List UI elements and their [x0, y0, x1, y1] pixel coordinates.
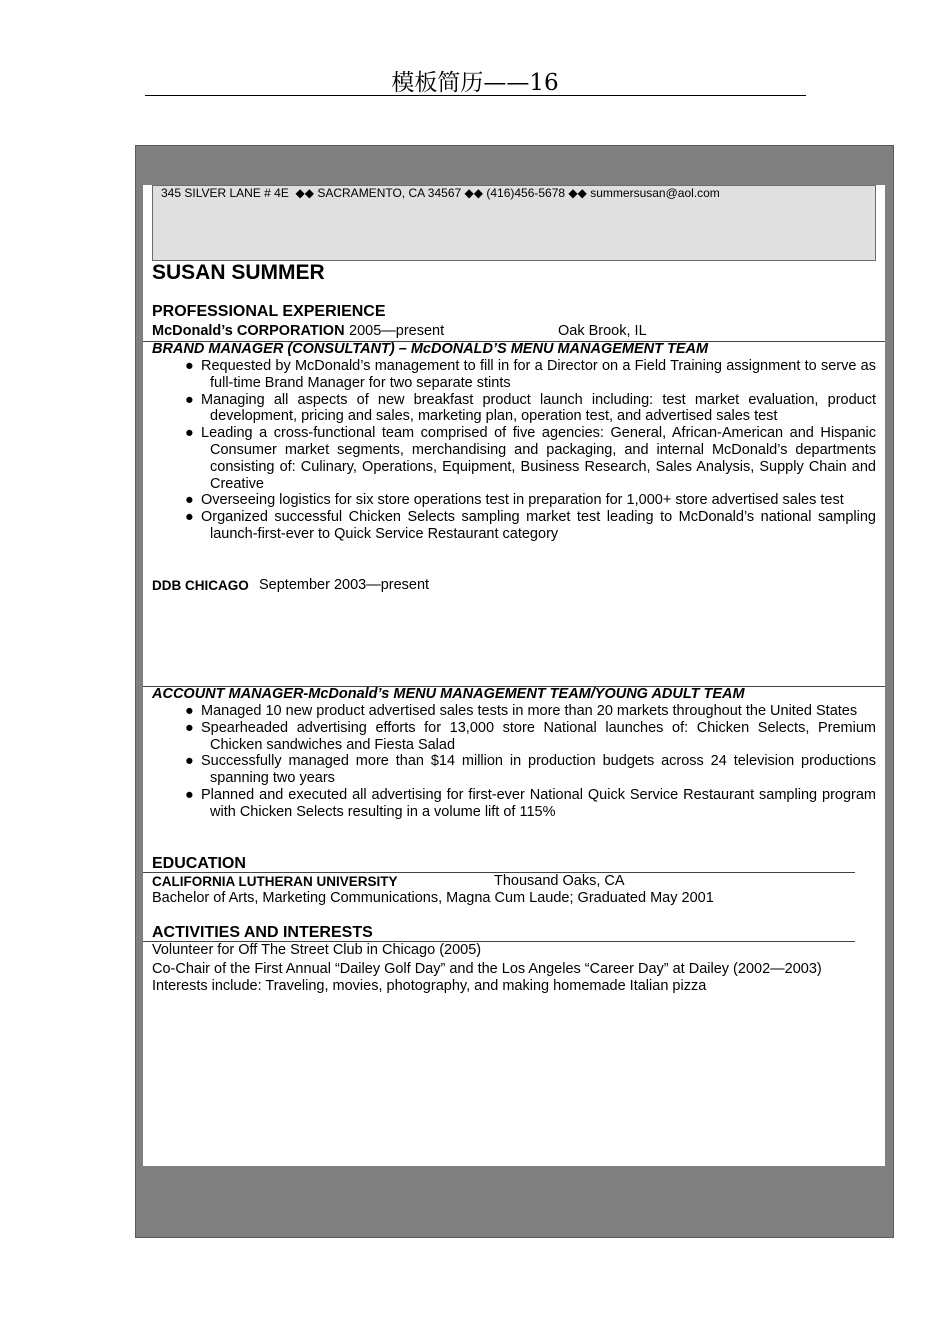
contact-city: SACRAMENTO, CA 34567	[317, 186, 462, 200]
list-item: ● Organized successful Chicken Selects sampling market test leading to McDonald’s national sampling launch-first-ever to Quick Service Restaurant category	[185, 509, 876, 542]
bullet-icon: ●	[185, 492, 194, 509]
bullet-icon: ●	[185, 703, 194, 719]
contact-email: summersusan@aol.com	[590, 186, 720, 200]
education-heading: EDUCATION	[152, 855, 246, 872]
activity-item: Volunteer for Off The Street Club in Chicago (2005)	[152, 942, 482, 958]
education-location: Thousand Oaks, CA	[494, 873, 625, 889]
contact-separator: ◆◆	[295, 186, 314, 200]
job1-company: McDonald’s CORPORATION	[152, 323, 345, 339]
activities-heading: ACTIVITIES AND INTERESTS	[152, 924, 373, 941]
job2-dates: September 2003—present	[259, 577, 430, 593]
bullet-icon: ●	[185, 753, 194, 770]
list-item: ● Requested by McDonald’s management to fill in for a Director on a Field Training assignment to serve as full-time Brand Manager for two separate stints	[185, 358, 876, 391]
job1-bullet-list	[185, 358, 876, 543]
contact-separator: ◆◆	[568, 186, 587, 200]
title-underline	[145, 95, 806, 96]
list-item: ● Successfully managed more than $14 million in production budgets across 24 television productions spanning two years	[185, 753, 876, 787]
contact-separator: ◆◆	[464, 186, 483, 200]
list-item: ● Spearheaded advertising efforts for 13,000 store National launches of: Chicken Selects, Premium Chicken sandwiches and Fiesta Salad	[185, 719, 876, 753]
list-item: ● Planned and executed all advertising for first-ever National Quick Service Restaurant sampling program with Chicken Selects resulting in a volume lift of 115%	[185, 786, 876, 820]
job1-location: Oak Brook, IL	[558, 323, 647, 339]
bullet-icon: ●	[185, 509, 194, 526]
job1-dates: 2005—present	[349, 323, 445, 339]
document-title: 模板简历——16	[391, 70, 559, 96]
bullet-icon: ●	[185, 786, 194, 803]
candidate-name: SUSAN SUMMER	[152, 261, 325, 284]
job1-role: BRAND MANAGER (CONSULTANT) – McDONALD’S MENU MANAGEMENT TEAM	[152, 341, 709, 357]
list-item: ● Managed 10 new product advertised sales tests in more than 20 markets throughout the United States	[185, 703, 858, 719]
contact-bar	[152, 185, 876, 261]
experience-heading: PROFESSIONAL EXPERIENCE	[152, 303, 386, 320]
bullet-icon: ●	[185, 358, 194, 374]
job2-company: DDB CHICAGO	[152, 578, 249, 593]
activity-item: Co-Chair of the First Annual “Dailey Golf Day” and the Los Angeles “Career Day” at Dailey (2002—2003)	[152, 961, 822, 977]
education-degree: Bachelor of Arts, Marketing Communications, Magna Cum Laude; Graduated May 2001	[152, 890, 714, 906]
list-item: ● Managing all aspects of new breakfast product launch including: test market evaluation, product development, pricing and sales, marketing plan, operation test, and advertised sales test	[185, 391, 876, 425]
activity-item: Interests include: Traveling, movies, photography, and making homemade Italian pizza	[152, 978, 707, 994]
job2-bullet-list	[185, 703, 876, 821]
contact-address: 345 SILVER LANE # 4E	[161, 186, 289, 200]
contact-phone: (416)456-5678	[486, 186, 566, 200]
list-item: ● Overseeing logistics for six store operations test in preparation for 1,000+ store advertised sales test	[185, 492, 844, 509]
bullet-icon: ●	[185, 391, 194, 408]
education-school: CALIFORNIA LUTHERAN UNIVERSITY	[152, 874, 398, 889]
job2-role: ACCOUNT MANAGER-McDonald’s MENU MANAGEMENT TEAM/YOUNG ADULT TEAM	[152, 686, 745, 702]
bullet-icon: ●	[185, 719, 194, 736]
bullet-icon: ●	[185, 425, 194, 442]
list-item: ● Leading a cross-functional team comprised of five agencies: General, African-American and Hispanic Consumer market segments, merchandising and packaging, and internal McDonald’s departments consisting of: Culinary, Operations, Equipment, Business Research, Sales Analysis, Supply Chain and Creative	[185, 425, 876, 492]
